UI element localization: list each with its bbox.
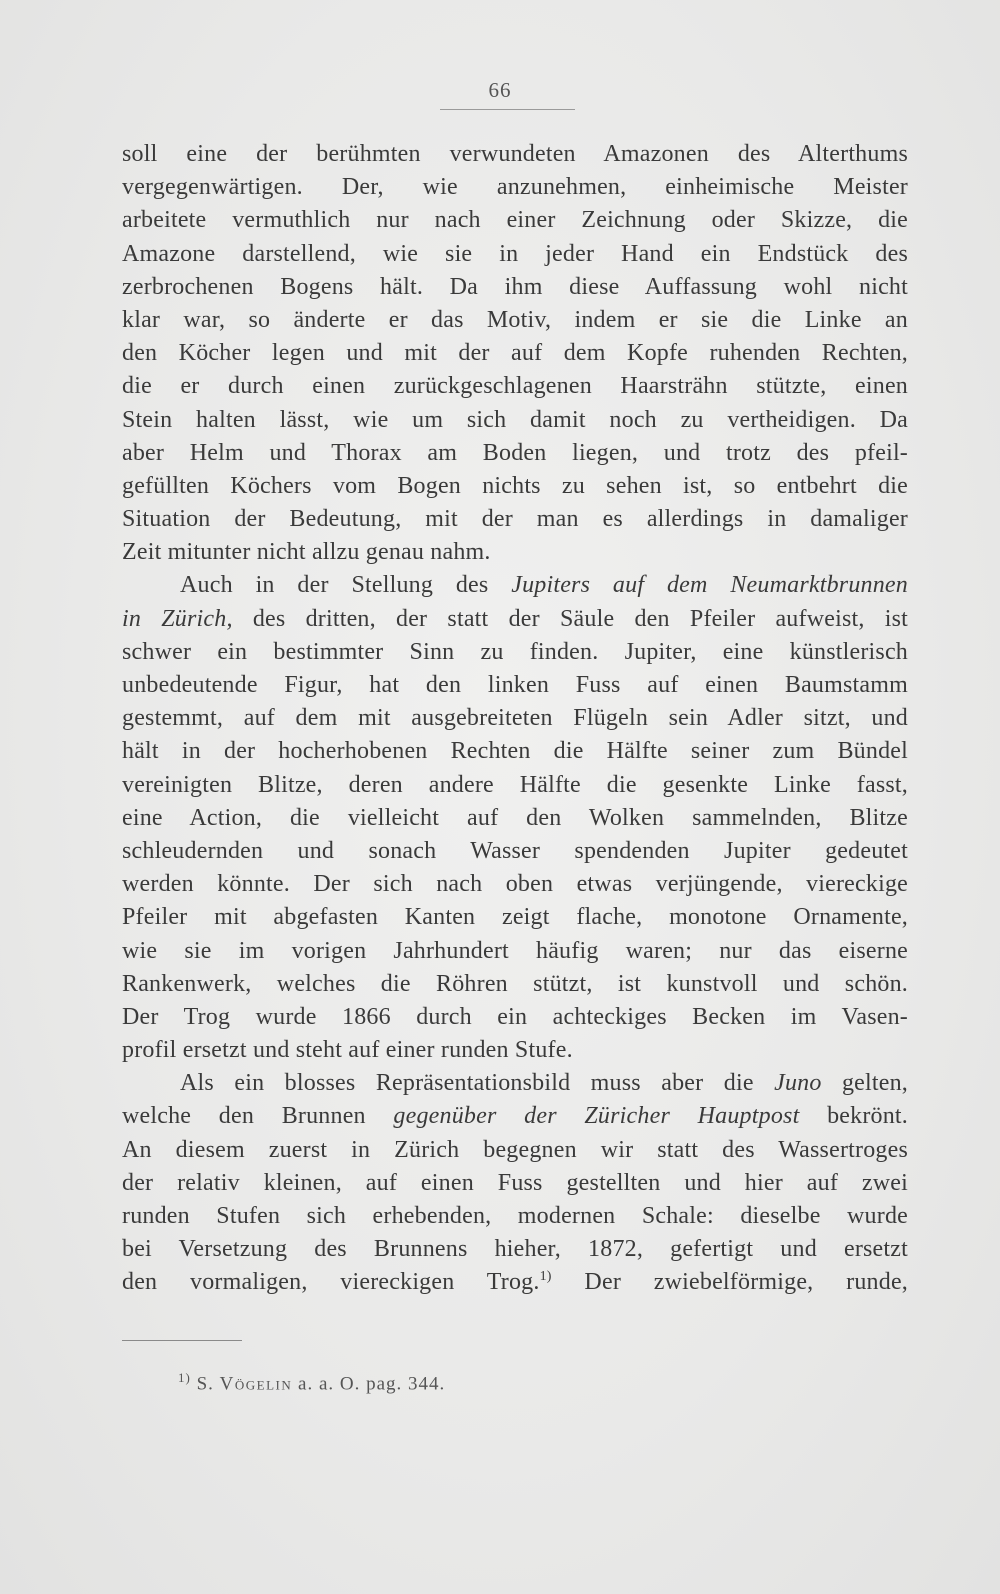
text-line: [122, 802, 908, 835]
italic-text: Juno: [774, 1070, 822, 1097]
text-run: Pfeiler mit abgefasten Kanten zeigt flache, monotone Ornamente,: [122, 904, 908, 931]
footnote-rule: [122, 1340, 242, 1341]
footnote-mark: 1): [178, 1370, 191, 1385]
text-run: schleudernden und sonach Wasser spendenden Jupiter gedeutet: [122, 837, 908, 864]
text-line: [122, 702, 908, 735]
text-line: [122, 271, 908, 304]
footnote-reference: a. a. O. pag. 344.: [292, 1373, 446, 1395]
text-run: Auch in der Stellung des: [180, 572, 512, 599]
text-run: Als ein blosses Repräsentationsbild muss aber die: [180, 1070, 775, 1097]
text-run: werden könnte. Der sich nach oben etwas verjüngende, viereckige: [122, 871, 908, 898]
text-run: Amazone darstellend, wie sie in jeder Hand ein Endstück des: [122, 240, 908, 267]
text-line: [122, 337, 908, 370]
italic-text: gegenüber der Züricher Hauptpost: [393, 1103, 800, 1130]
text-line: [122, 138, 908, 171]
text-line: [122, 204, 908, 237]
body-text: [122, 138, 908, 1300]
text-run: Stein halten lässt, wie um sich damit noch zu vertheidigen. Da: [122, 406, 908, 433]
page-number: 66: [488, 78, 512, 102]
text-run: vergegenwärtigen. Der, wie anzunehmen, einheimische Meister: [122, 174, 908, 201]
text-line: [122, 569, 908, 602]
text-run: welche den Brunnen: [122, 1103, 394, 1130]
text-run: eine Action, die vielleicht auf den Wolken sammelnden, Blitze: [122, 804, 908, 831]
text-line: [122, 636, 908, 669]
text-run: schwer ein bestimmter Sinn zu finden. Jupiter, eine künstlerisch: [122, 638, 908, 665]
text-line: [122, 238, 908, 271]
text-run: An diesem zuerst in Zürich begegnen wir statt des Wassertroges: [122, 1136, 908, 1163]
text-run: vereinigten Blitze, deren andere Hälfte die gesenkte Linke fasst,: [122, 771, 908, 798]
text-line: [122, 935, 908, 968]
text-run: profil ersetzt und steht auf einer runden Stufe.: [122, 1037, 573, 1064]
text-run: bekrönt.: [799, 1103, 908, 1130]
text-line: [122, 901, 908, 934]
text-run: den vormaligen, viereckigen Trog.: [122, 1269, 540, 1296]
footnote: [178, 1370, 445, 1395]
text-run: wie sie im vorigen Jahrhundert häufig waren; nur das eiserne: [122, 937, 908, 964]
text-run: unbedeutende Figur, hat den linken Fuss auf einen Baumstamm: [122, 672, 908, 698]
text-run: der relativ kleinen, auf einen Fuss gestellten und hier auf zwei: [122, 1169, 908, 1196]
text-line: [122, 868, 908, 901]
text-run: die er durch einen zurückgeschlagenen Haarsträhn stützte, einen: [122, 373, 908, 400]
text-line: [122, 370, 908, 403]
text-run: gelten,: [821, 1070, 909, 1097]
text-line: [122, 1034, 908, 1067]
text-line: [122, 669, 908, 702]
text-line: [122, 769, 908, 802]
text-line: [122, 304, 908, 337]
header-rule: [440, 109, 575, 110]
text-run: Situation der Bedeutung, mit der man es allerdings in damaliger: [122, 506, 908, 533]
text-line: [122, 1134, 908, 1167]
text-run: des dritten, der statt der Säule den Pfeiler aufweist, ist: [232, 605, 908, 632]
text-run: zerbrochenen Bogens hält. Da ihm diese Auffassung wohl nicht: [122, 273, 908, 300]
text-run: bei Versetzung des Brunnens hieher, 1872, gefertigt und ersetzt: [122, 1236, 908, 1263]
text-run: Zeit mitunter nicht allzu genau nahm.: [122, 539, 491, 566]
text-line: [122, 1100, 908, 1133]
text-run: gestemmt, auf dem mit ausgebreiteten Flügeln sein Adler sitzt, und: [122, 705, 908, 732]
text-run: Der zwiebelförmige, runde,: [551, 1269, 908, 1296]
text-line: [122, 470, 908, 503]
italic-text: Jupiters auf dem Neumarktbrunnen: [511, 572, 908, 599]
italic-text: in Zürich,: [122, 605, 233, 632]
text-line: [122, 1001, 908, 1034]
text-line: [122, 1233, 908, 1266]
text-line: [122, 835, 908, 868]
text-line: [122, 437, 908, 470]
text-line: [122, 404, 908, 437]
text-line: [122, 503, 908, 536]
text-run: arbeitete vermuthlich nur nach einer Zeichnung oder Skizze, die: [122, 207, 908, 234]
text-run: gefüllten Köchers vom Bogen nichts zu sehen ist, so entbehrt die: [122, 472, 908, 499]
text-line: [122, 171, 908, 204]
text-line: [122, 735, 908, 768]
footnote-author: Vögelin: [219, 1373, 293, 1395]
text-run: Der Trog wurde 1866 durch ein achteckiges Becken im Vasen-: [122, 1003, 908, 1030]
footnote-prefix: S.: [196, 1373, 220, 1395]
text-line: [122, 603, 908, 636]
text-line: [122, 536, 908, 569]
text-run: soll eine der berühmten verwundeten Amazonen des Alterthums: [122, 141, 908, 167]
text-line: [122, 1167, 908, 1200]
text-run: hält in der hocherhobenen Rechten die Hälfte seiner zum Bündel: [122, 738, 908, 765]
text-run: aber Helm und Thorax am Boden liegen, und trotz des pfeil-: [122, 439, 908, 466]
text-line: [122, 1067, 908, 1100]
text-line: [122, 1266, 908, 1299]
text-run: Rankenwerk, welches die Röhren stützt, ist kunstvoll und schön.: [122, 970, 908, 997]
text-line: [122, 1200, 908, 1233]
text-line: [122, 968, 908, 1001]
text-run: klar war, so änderte er das Motiv, indem er sie die Linke an: [122, 306, 908, 333]
footnote-reference-mark: 1): [539, 1269, 552, 1285]
text-run: den Köcher legen und mit der auf dem Kopfe ruhenden Rechten,: [122, 340, 908, 367]
text-run: runden Stufen sich erhebenden, modernen Schale: dieselbe wurde: [122, 1203, 908, 1229]
